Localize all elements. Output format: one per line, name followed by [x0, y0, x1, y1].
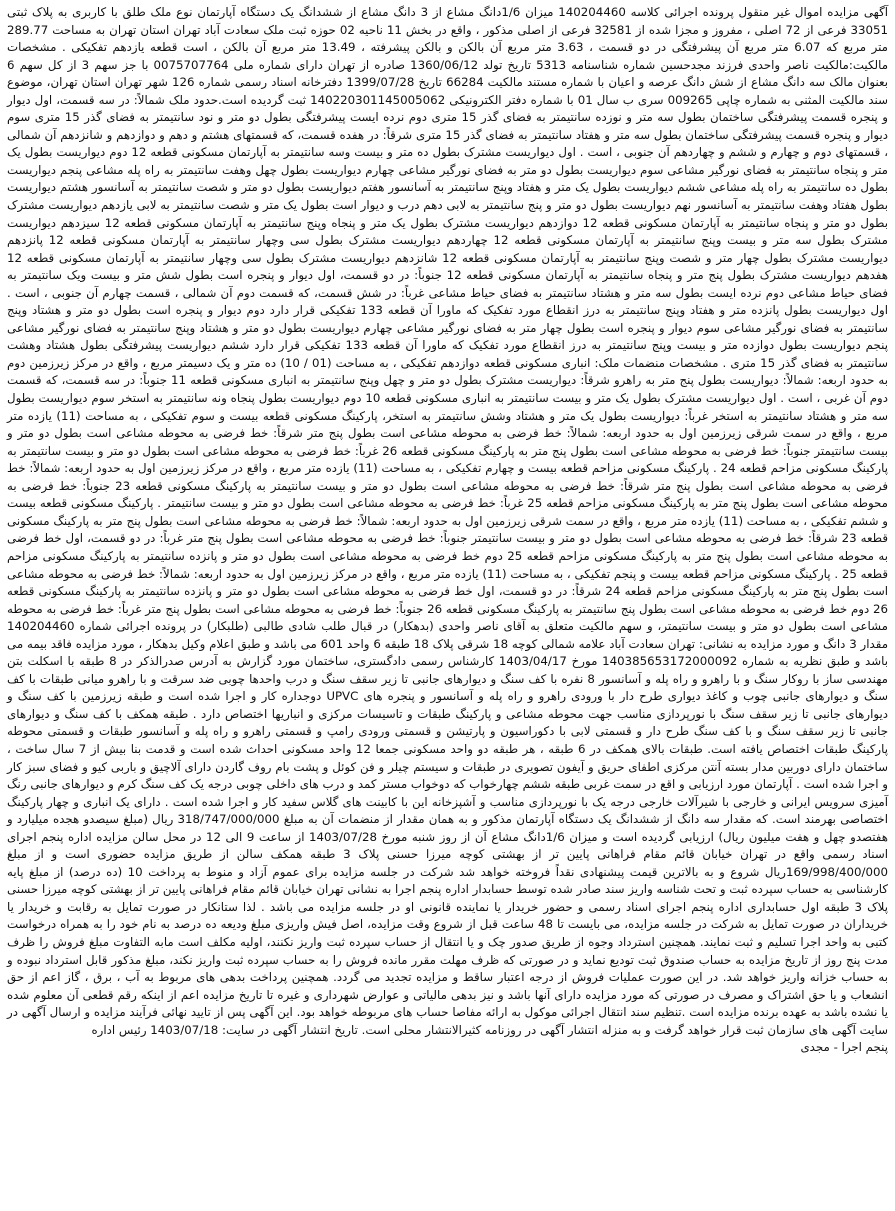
auction-notice-text: آگهی مزایده اموال غیر منقول پرونده اجرائی کلاسه 140204460 میزان 1/6دانگ مشاع از 3 دانگ مشاع از ششدانگ یک دستگاه آپارتمان نوع ملک طلق با کاربری به پلاک ثبتی 33051 فرعی از 72 اصلی ، مفروز و مجزا شده از 32581 فرعی از اصلی مذکور ، واقع در بخش 11 ناحیه 02 حوزه ثبت ملک سعادت آباد تهران استان تهران به مساحت 289.77 متر مربع که 6.07 متر مربع آن پیشرفتگی در دو قسمت ، 3.63 متر مربع آن بالکن و بالکن پیشرفته ، 13.49 متر مربع آن بالکن ، است قطعه یازدهم تفکیکی . مشخصات مالکیت:مالکیت ناصر واحدی فرزند مجدحسین شماره شناسنامه 5313 تاریخ تولد 1360/06/12 صادره از تهران دارای شماره ملی 0075707764 با جز سهم 3 از کل سهم 6 بعنوان مالک سه دانگ مشاع از شش دانگ عرصه و اعیان با شماره مستند مالکیت 66284 تاریخ 1399/07/28 دفترخانه اسناد رسمی شماره 126 شهر تهران استان تهران، موضوع سند مالکیت المثنی به شماره چاپی 009265 سری ب سال 01 با شماره دفتر الکترونیکی 140220301145005062 ثبت گردیده است.حدود ملک شمالاً: در سه قسمت، اول دیوار و پنجره قسمت پیشرفتگی ساختمان بطول سه متر و نوزده سانتیمتر به فضای گذر 15 متری دوم نرده ایست پیشرفتگی بطول دو متر و نود سانتیمتر به فضای گذر 15 متری سوم دیوار و پنجره قسمت پیشرفتگی ساختمان بطول سه متر و هفتاد سانتیمتر به فضای گذر 15 متری شرقاً: در هفده قسمت، که قسمتهای هشتم و دهم و دوازدهم و شانزدهم آن شمالی ، قسمتهای دوم و چهارم و ششم و چهاردهم آن جنوبی ، است . اول دیواریست مشترک بطول ده متر و بیست وسه سانتیمتر به آپارتمان مسکونی قطعه 12 دوم دیواریست بطول یک متر و پنجاه سانتیمتر به فضای نورگیر مشاعی سوم دیواریست بطول دو متر به فضای نورگیر مشاعی چهارم دیواریست بطول چهل وهفت سانتیمتر به راه پله مشاعی پنجم دیواریست بطول ده سانتیمتر به راه پله مشاعی ششم دیواریست بطول یک متر و هفتاد وپنج سانتیمتر به آسانسور هفتم دیواریست بطول دو متر و شصت سانتیمتر به آسانسور هشتم دیواریست بطول هفتاد وهفت سانتیمتر به آسانسور نهم دیواریست بطول دو متر و پنج سانتیمتر به لابی دهم درب و دیوار است بطول یک متر و شصت سانتیمتر به لابی یازدهم دیواریست مشترک بطول دو متر و پنجاه سانتیمتر به آپارتمان مسکونی قطعه 12 دوازدهم دیواریست مشترک بطول یک متر و پنجاه وپنج سانتیمتر به آپارتمان مسکونی قطعه 12 سیزدهم دیواریست مشترک بطول سه متر و بیست وپنج سانتیمتر به آپارتمان مسکونی قطعه 12 چهاردهم دیواریست مشترک بطول سی وچهار سانتیمتر به آپارتمان مسکونی قطعه 12 پانزدهم دیواریست مشترک بطول چهار متر و شصت وپنج سانتیمتر به آپارتمان مسکونی قطعه 12 شانزدهم دیواریست مشترک بطول سی وچهار سانتیمتر به آپارتمان مسکونی قطعه 12 هفدهم دیواریست مشترک بطول پنج متر و پنجاه سانتیمتر به آپارتمان مسکونی قطعه 12 جنوباً: در دو قسمت، اول دیوار و پنجره است بطول شش متر و بیست ویک سانتیمتر به فضای حیاط مشاعی دوم نرده ایست بطول سه متر و هشتاد سانتیمتر به فضای حیاط مشاعی غرباً: در شش قسمت، که قسمت دوم آن شمالی ، قسمت چهارم آن جنوبی ، است . اول دیواریست بطول پانزده متر و هفتاد وپنج سانتیمتر به درز انقطاع مورد تفکیک که ماورا آن قطعه 133 تفکیکی قرار دارد دوم دیوار و پنجره است بطول دو متر و هشتاد وپنج سانتیمتر به فضای نورگیر مشاعی سوم دیوار و پنجره است بطول چهار متر به فضای نورگیر مشاعی چهارم دیواریست بطول دو متر و هشتاد وپنج سانتیمتر به فضای نورگیر مشاعی پنجم دیواریست بطول دوازده متر و بیست وپنج سانتیمتر به درز انقطاع مورد تفکیک که ماورا آن قطعه 133 تفکیکی قرار دارد ششم دیواریست پیشرفتگی بطول هشتاد وهشت سانتیمتر به فضای گذر 15 متری . مشخصات منضمات ملک: انباری مسکونی قطعه دوازدهم تفکیکی ، به مساحت (01 / 10) ده متر و یک دسیمتر مربع ، واقع در مرکز زیرزمین دوم به حدود اربعه: شمالاً: دیواریست بطول پنج متر به راهرو شرقاً: دیواریست مشترک بطول دو متر و چهل وپنج سانتیمتر به انباری مسکونی قطعه 11 جنوباً: در سه قسمت، که قسمت دوم آن غربی ، است . اول دیواریست مشترک بطول یک متر و بیست سانتیمتر به انباری مسکونی قطعه 10 دوم دیواریست بطول پنجاه ونه سانتیمتر به استخر سوم دیواریست بطول سه متر و هشتاد سانتیمتر به استخر غرباً: دیواریست بطول یک متر و هشتاد وشش سانتیمتر به استخر، پارکینگ مسکونی قطعه بیست و سوم تفکیکی ، به مساحت (11) یازده متر مربع ، واقع در سمت شرقی زیرزمین اول به حدود اربعه: شمالاً: خط فرضی به محوطه مشاعی است بطول پنج متر شرقاً: خط فرضی به محوطه مشاعی است بطول دو متر و بیست سانتیمتر جنوباً: خط فرضی به محوطه مشاعی است بطول پنج متر به پارکینگ مسکونی قطعه 26 غرباً: خط فرضی به محوطه مشاعی است بطول دو متر و بیست سانتیمتر به پارکینگ مسکونی مزاحم قطعه 24 . پارکینگ مسکونی مزاحم قطعه بیست و چهارم تفکیکی ، به مساحت (11) یازده متر مربع ، واقع در مرکز زیرزمین اول به حدود اربعه: شمالاً: خط فرضی به محوطه مشاعی است بطول پنج متر شرقاً: خط فرضی به محوطه مشاعی است بطول دو متر و بیست سانتیمتر به پارکینگ مسکونی قطعه 23 جنوباً: خط فرضی به محوطه مشاعی است بطول پنج متر به پارکینگ مسکونی مزاحم قطعه 25 غرباً: خط فرضی به محوطه مشاعی است بطول دو متر و بیست سانتیمتر . پارکینگ مسکونی قطعه بیست و ششم تفکیکی ، به مساحت (11) یازده متر مربع ، واقع در سمت شرقی زیرزمین اول به حدود اربعه: شمالاً: خط فرضی به محوطه مشاعی است بطول پنج متر به پارکینگ مسکونی قطعه 23 شرقاً: خط فرضی به محوطه مشاعی است بطول دو متر و بیست سانتیمتر جنوباً: خط فرضی به محوطه مشاعی است بطول پنج متر غرباً: در دو قسمت، اول خط فرضی به محوطه مشاعی است بطول پنج متر به پارکینگ مسکونی مزاحم قطعه 25 دوم خط فرضی به محوطه مشاعی است بطول دو متر و پانزده سانتیمتر به پارکینگ مسکونی مزاحم قطعه 25 . پارکینگ مسکونی مزاحم قطعه بیست و پنجم تفکیکی ، به مساحت (11) یازده متر مربع ، واقع در مرکز زیرزمین اول به حدود اربعه: شمالاً: خط فرضی به محوطه مشاعی است بطول پنج متر به پارکینگ مسکونی مزاحم قطعه 24 شرقاً: در دو قسمت، اول خط فرضی به محوطه مشاعی است بطول دو متر و پانزده سانتیمتر به پارکینگ مسکونی قطعه 26 دوم خط فرضی به محوطه مشاعی است بطول پنج سانتیمتر به پارکینگ مسکونی قطعه 26 جنوباً: خط فرضی به محوطه مشاعی است بطول پنج متر غرباً: خط فرضی به محوطه مشاعی است بطول دو متر و بیست سانتیمتر، و سهم مالکیت متعلق به آقای ناصر واحدی (بدهکار) در قبال طلب شادی طالبی (طلبکار) در پرونده اجرائی شماره 140204460 مقدار 3 دانگ و مورد مزایده به نشانی: تهران سعادت آباد علامه شمالی کوچه 18 شرقی پلاک 18 طبقه 6 واحد 601 می باشد و طبق اعلام وکیل بدهکار ، مورد مزایده فاقد بیمه می باشد و طبق نظریه به شماره 140385653172000092 مورخ 1403/04/17 کارشناس رسمی دادگستری، ساختمان مورد گزارش به آدرس صدرالذکر در 8 طبقه با اسکلت بتن مهندسی ساز با روکار سنگ و با راهرو و راه پله و آسانسور 8 نفره با کف سنگ و دیوارهای جانبی تا زیر سقف سنگ و درب واحدها چوبی ضد سرقت و با راهرو میانی طبقات با کف سنگ و دیوارهای جانبی چوب و کاغذ دیواری طرح دار با ورودی راهرو و راه پله و آسانسور و پنجره های UPVC دوجداره کار و اجرا شده است و طبقه زیرزمین با کف سنگ و دیوارهای جانبی تا زیر سقف سنگ با نورپردازی مناسب جهت محوطه مشاعی و پارکینگ طبقات و تاسیسات مرکزی و انباریها اختصاص دارد . طبقه همکف با کف سنگ و دیوارهای جانبی تا زیر سقف سنگ و با کف سنگ طرح دار و قسمتی لابی با دکوراسیون و پارتیشن و قسمتی ورودی رامپ و قسمتی راهرو و راه پله و آسانسور طبقات و قسمتی محوطه پارکینگ طبقات اختصاص یافته است. طبقات بالای همکف در 6 طبقه ، هر طبقه دو واحد مسکونی جمعا 12 واحد مسکونی احداث شده است و قدمت بنا بیش از 7 سال ساخت ، ساختمان دارای دوربین مدار بسته آنتن مرکزی اطفای حریق و آیفون تصویری در طبقات و سیستم چیلر و فن کوئل و پشت بام روف گاردن دارای آلاچیق و باربی کیو و فضای سبز کار و اجرا شده است . آپارتمان مورد ارزیابی و اقع در سمت غربی طبقه ششم چهارخواب که دوخواب مستر کمد و درب های داخلی چوبی درجه یک کف سنگ کرم و دیوارهای جانبی رنگ آمیزی سرویس ایرانی و خارجی با شیرآلات خارجی درجه یک با نورپردازی مناسب و آشپزخانه این با کابینت های گلاس سفید کار و اجرا شده است . دارای یک انباری و چهار پارکینگ اختصاصی بهرمند است. که مقدار سه دانگ از ششدانگ یک دستگاه آپارتمان مذکور و به همان مقدار از منضمات آن به مبلغ 318/747/000/000 ریال (مبلغ سیصدو هجده میلیارد و هفتصدو چهل و هفت میلیون ریال) ارزیابی گردیده است و میزان 1/6دانگ مشاع آن از روز شنبه مورخ 1403/07/28 از ساعت 9 الی 12 در محل سالن مزایده اداره پنجم اجرای اسناد رسمی واقع در تهران خیابان قائم مقام فراهانی پایین تر از بهشتی کوچه میرزا حسنی پلاک 3 طبقه همکف سالن از طریق مزایده حضوری است و از مبلغ 169/998/400/000ریال شروع و به بالاترین قیمت پیشنهادی نقداً فروخته خواهد شد شرکت در جلسه مزایده برای عموم آزاد و منوط به پرداخت 10 (ده درصد) از مبلغ پایه کارشناسی به حساب سپرده ثبت و تحت شناسه واریز سند صادر شده توسط حسابدار اداره پنجم اجرا به نشانی تهران خیابان قائم مقام فراهانی پایین تر از بهشتی کوچه میرزا حسنی پلاک 3 طبقه اول حسابداری اداره پنجم اجرای اسناد رسمی و حضور خریدار یا نماینده قانونی او در جلسه مزایده می باشد . لذا ستانکار در صورت تمایل به رقابت و خریدار یا خریداران در صورت تمایل به شرکت در جلسه مزایده، می بایست تا 48 ساعت قبل از شروع وقت مزایده، اصل فیش واریزی مبلغ ودیعه ده درصد به نام خود را به همراه درخواست کتبی به واحد اجرا تسلیم و ثبت نمایند. همچنین استرداد وجوه از طریق صدور چک و یا انتقال از حساب سپرده ثبت واریز نکنند، اولیه مکلف است مابه التفاوت مبلغ فروش را ظرف مدت پنج روز از تاریخ مزایده به حساب صندوق ثبت تودیع نماید و در صورتی که ظرف مهلت مقرر مانده فروش را به حساب سپرده ثبت واریز نکند، مبلغ مذکور قابل استرداد نبوده و به حساب خزانه واریز خواهد شد. در این صورت عملیات فروش از درجه اعتبار ساقط و مزایده تجدید می گردد. همچنین پرداخت بدهی های مربوط به آب ، برق ، گاز اعم از حق انشعاب و یا حق اشتراک و مصرف در صورتی که مورد مزایده دارای آنها باشد و نیز بدهی مالیاتی و عوارض شهرداری و غیره تا تاریخ مزایده اعم از اینکه رقم قطعی آن معلوم شده یا نشده باشد به عهده برنده مزایده است .تنظیم سند انتقال اجرائی موکول به ارائه مفاصا حساب های مربوطه خواهد بود. این آگهی پس از تایید نهائی فرآیند مزایده و ارسال آگهی در سایت آگهی های سازمان ثبت قرار خواهد گرفت و به منزله انتشار آگهی در روزنامه کثیرالانتشار محلی است. تاریخ انتشار آگهی در سایت: 1403/07/18 رئیس اداره: [7, 5, 889, 1037]
notice-signature: پنجم اجرا - مجدی: [800, 1040, 888, 1055]
